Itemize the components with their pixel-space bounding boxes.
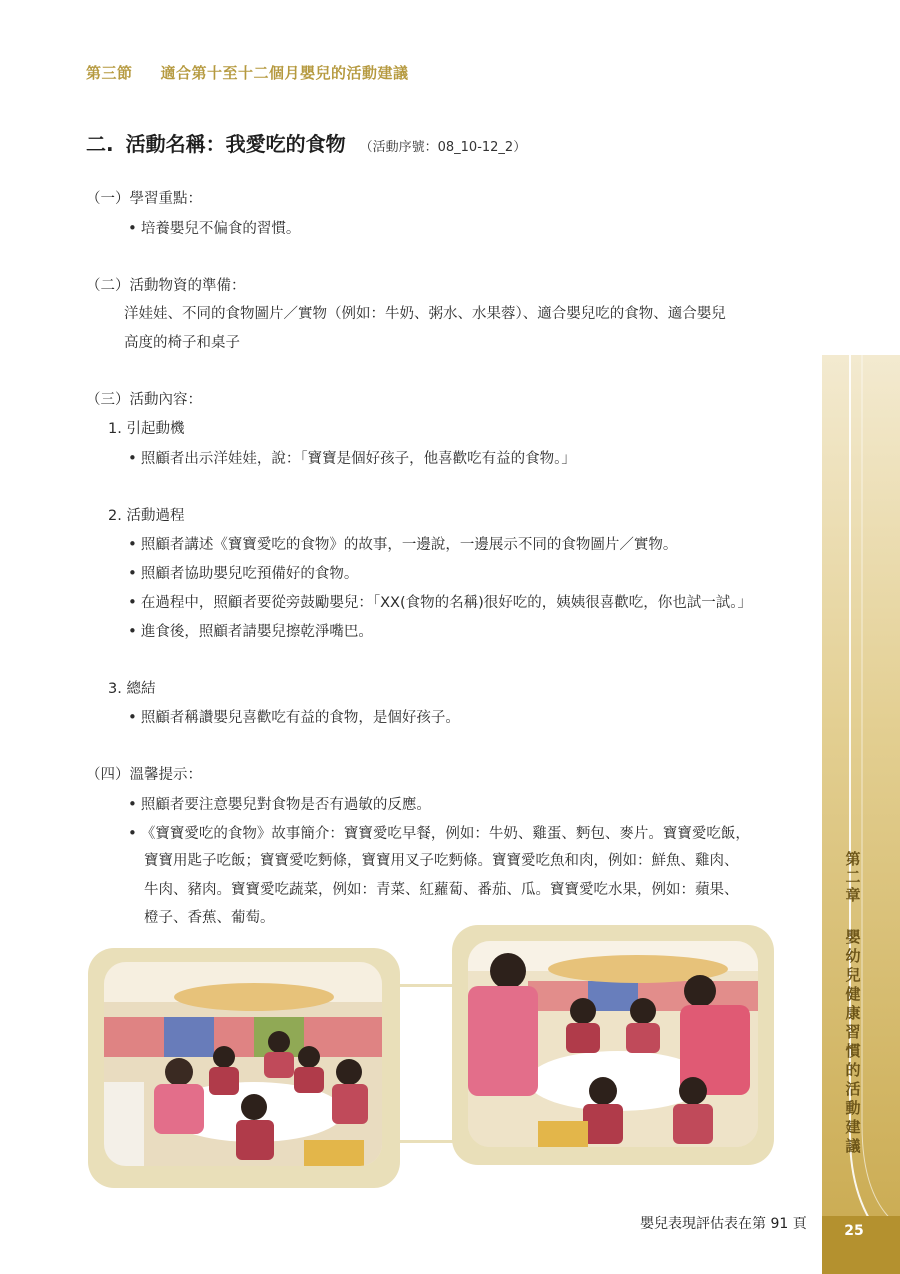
activity-photo-2 (468, 941, 758, 1147)
chapter-title: 嬰幼兒健康習慣的活動建議 (845, 928, 861, 1155)
step2-title: 2. 活動過程 (108, 508, 185, 524)
step2-item: • 在過程中，照顧者要從旁鼓勵嬰兒：「XX(食物的名稱)很好吃的，姨姨很喜歡吃，你也試一試。」 (128, 588, 752, 618)
section-title: 適合第十至十二個月嬰兒的活動建議 (160, 64, 409, 82)
materials-line-1: 洋娃娃、不同的食物圖片／實物（例如：牛奶、粥水、水果蓉）、適合嬰兒吃的食物、適合嬰兒 (124, 306, 726, 322)
tips-item: • 《寶寶愛吃的食物》故事簡介：寶寶愛吃早餐，例如：牛奶、雞蛋、麪包、麥片。寶寶愛吃飯， (128, 819, 750, 849)
tips-heading: （四）溫馨提示： (86, 767, 202, 783)
step2-item: • 進食後，照顧者請嬰兒擦乾淨嘴巴。 (128, 617, 373, 647)
assessment-reference: 嬰兒表現評估表在第 91 頁 (640, 1216, 807, 1232)
photo-illustration (468, 941, 758, 1147)
learning-focus-heading: （一）學習重點： (86, 191, 202, 207)
page-number: 25 (844, 1223, 864, 1239)
tips-item-continued: 橙子、香蕉、葡萄。 (144, 910, 275, 926)
activity-serial: （活動序號：08_10-12_2） (359, 140, 527, 155)
step2-item: • 照顧者協助嬰兒吃預備好的食物。 (128, 559, 358, 589)
photo-illustration (104, 962, 382, 1166)
step3-title: 3. 總結 (108, 681, 156, 697)
section-header (86, 62, 409, 83)
photo-frame-left (88, 948, 400, 1188)
learning-focus-item: • 培養嬰兒不偏食的習慣。 (128, 214, 300, 244)
step1-item: • 照顧者出示洋娃娃，說：「寶寶是個好孩子，他喜歡吃有益的食物。」 (128, 444, 576, 474)
section-label: 第三節 (86, 64, 133, 82)
chapter-label: 第二章 (845, 850, 861, 904)
step2-item: • 照顧者講述《寶寶愛吃的食物》的故事，一邊說，一邊展示不同的食物圖片／實物。 (128, 530, 677, 560)
tips-item: • 照顧者要注意嬰兒對食物是否有過敏的反應。 (128, 790, 431, 820)
photo-frame-right (452, 925, 774, 1165)
tips-item-continued: 牛肉、豬肉。寶寶愛吃蔬菜，例如：青菜、紅蘿蔔、番茄、瓜。寶寶愛吃水果，例如：蘋果、 (144, 882, 739, 898)
photo-connector (395, 984, 455, 987)
step1-title: 1. 引起動機 (108, 421, 185, 437)
materials-line-2: 高度的椅子和桌子 (124, 335, 240, 351)
activity-name: 活動名稱：我愛吃的食物 (125, 132, 346, 156)
activity-title (86, 128, 526, 157)
materials-heading: （二）活動物資的準備： (86, 278, 246, 294)
activity-photo-1 (104, 962, 382, 1166)
tips-item-continued: 寶寶用匙子吃飯；寶寶愛吃麪條，寶寶用叉子吃麪條。寶寶愛吃魚和肉，例如：鮮魚、雞肉、 (144, 853, 739, 869)
step3-item: • 照顧者稱讚嬰兒喜歡吃有益的食物，是個好孩子。 (128, 703, 460, 733)
activity-number: 二. (86, 132, 114, 156)
photo-connector (395, 1140, 455, 1143)
content-heading: （三）活動內容： (86, 392, 202, 408)
